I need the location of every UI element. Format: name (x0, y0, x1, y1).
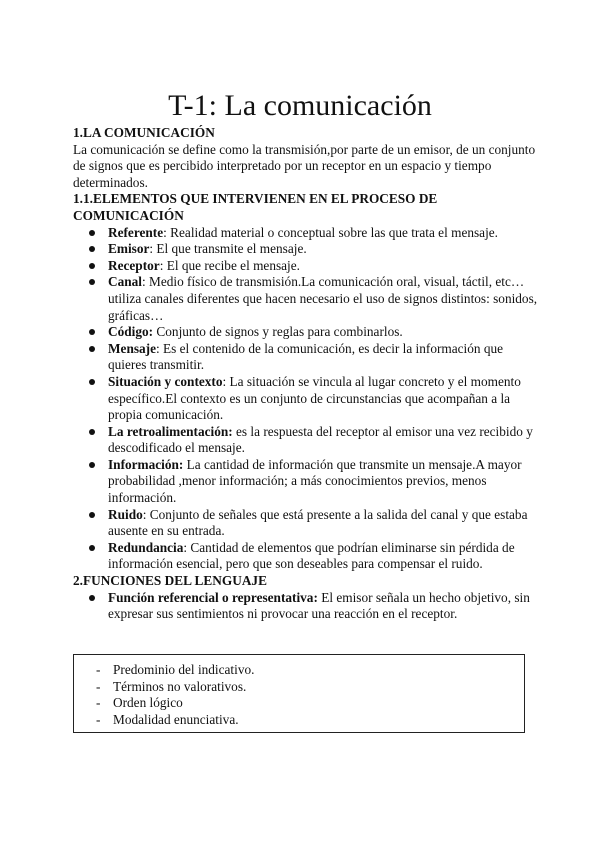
dash-marker: - (96, 662, 101, 677)
dash-marker: - (96, 695, 101, 711)
item-term: Receptor (108, 257, 160, 273)
elementos-list (73, 225, 543, 573)
bullet-icon (89, 379, 95, 385)
list-item (108, 225, 543, 242)
item-text: : El que recibe el mensaje. (159, 257, 300, 273)
item-term: Función referencial o representativa: (108, 589, 318, 605)
list-item (108, 274, 543, 324)
bullet-icon (89, 329, 95, 335)
bullet-icon (89, 346, 95, 352)
dash-marker: - (96, 678, 101, 694)
funciones-list (73, 590, 543, 623)
section-heading-comunicacion: 1.LA COMUNICACIÓN (73, 125, 215, 140)
item-text: : Conjunto de señales que está presente a la salida del canal y que estaba ausente en su entrada. (108, 506, 528, 539)
item-term: Mensaje (108, 340, 156, 356)
item-text: : Realidad material o conceptual sobre las que trata el mensaje. (163, 224, 498, 240)
bullet-icon (89, 545, 95, 551)
bullet-icon (89, 263, 95, 269)
bullet-icon (89, 230, 95, 236)
document-body (73, 125, 543, 623)
bullet-icon (89, 429, 95, 435)
bullet-icon (89, 512, 95, 518)
list-item (108, 258, 543, 275)
bullet-icon (89, 279, 95, 285)
box-item-text: Orden lógico (113, 695, 183, 711)
item-text: : Cantidad de elementos que podrían eliminarse sin pérdida de información esencial, pero que son deseables para compensar el ruido. (108, 539, 515, 572)
item-term: Información: (108, 456, 184, 472)
bullet-icon (89, 595, 95, 601)
item-term: Canal (108, 274, 142, 290)
section-heading-funciones: 2.FUNCIONES DEL LENGUAJE (73, 573, 267, 589)
item-text: La cantidad de información que transmite un mensaje.A mayor probabilidad ,menor información; a más conocimientos previos, menos información. (108, 456, 522, 506)
box-item (74, 695, 524, 712)
list-item (108, 507, 543, 540)
item-text: es la respuesta del receptor al emisor una vez recibido y descodificado el mensaje. (108, 423, 533, 456)
item-term: Situación y contexto (108, 373, 223, 389)
item-text: : Medio físico de transmisión.La comunicación oral, visual, táctil, etc… utiliza canales diferentes que hacen necesario el uso de signos distintos: sonidos, gráficas… (108, 274, 538, 323)
page-title: T-1: La comunicación (168, 89, 432, 122)
box-item-text: Modalidad enunciativa. (113, 711, 239, 727)
box-item (74, 679, 524, 696)
list-item (108, 341, 543, 374)
item-term: Emisor (108, 241, 150, 257)
item-term: Referente (108, 224, 164, 240)
bullet-icon (89, 462, 95, 468)
box-item-text: Términos no valorativos. (113, 678, 247, 694)
item-term: Ruido (108, 506, 143, 522)
list-item (108, 457, 543, 507)
section-heading-elementos: 1.1.ELEMENTOS QUE INTERVIENEN EN EL PROCESO DE COMUNICACIÓN (73, 191, 438, 223)
item-text: Conjunto de signos y reglas para combinarlos. (153, 324, 403, 340)
list-item (108, 241, 543, 258)
features-box (73, 654, 525, 733)
item-term: Código: (108, 324, 154, 340)
item-text: : El que transmite el mensaje. (149, 241, 307, 257)
box-item (74, 712, 524, 729)
item-text: : Es el contenido de la comunicación, es decir la información que quieres transmitir. (108, 340, 504, 373)
list-item (108, 590, 543, 623)
list-item (108, 324, 543, 341)
item-term: La retroalimentación: (108, 423, 233, 439)
list-item (108, 540, 543, 573)
list-item (108, 424, 543, 457)
item-text: El emisor señala un hecho objetivo, sin expresar sus sentimientos ni provocar una reacción en el receptor. (108, 589, 530, 622)
box-item (74, 662, 524, 679)
box-item-text: Predominio del indicativo. (113, 662, 255, 677)
item-text: : La situación se vincula al lugar concreto y el momento específico.El contexto es un conjunto de circunstancias que acompañan a la propia comunicación. (108, 373, 521, 423)
list-item (108, 374, 543, 424)
bullet-icon (89, 246, 95, 252)
dash-marker: - (96, 711, 101, 727)
item-term: Redundancia (108, 539, 184, 555)
section-paragraph-comunicacion: La comunicación se define como la transmisión,por parte de un emisor, de un conjunto de signos que es percibido interpretado por un receptor en un espacio y tiempo determinados. (73, 141, 536, 190)
